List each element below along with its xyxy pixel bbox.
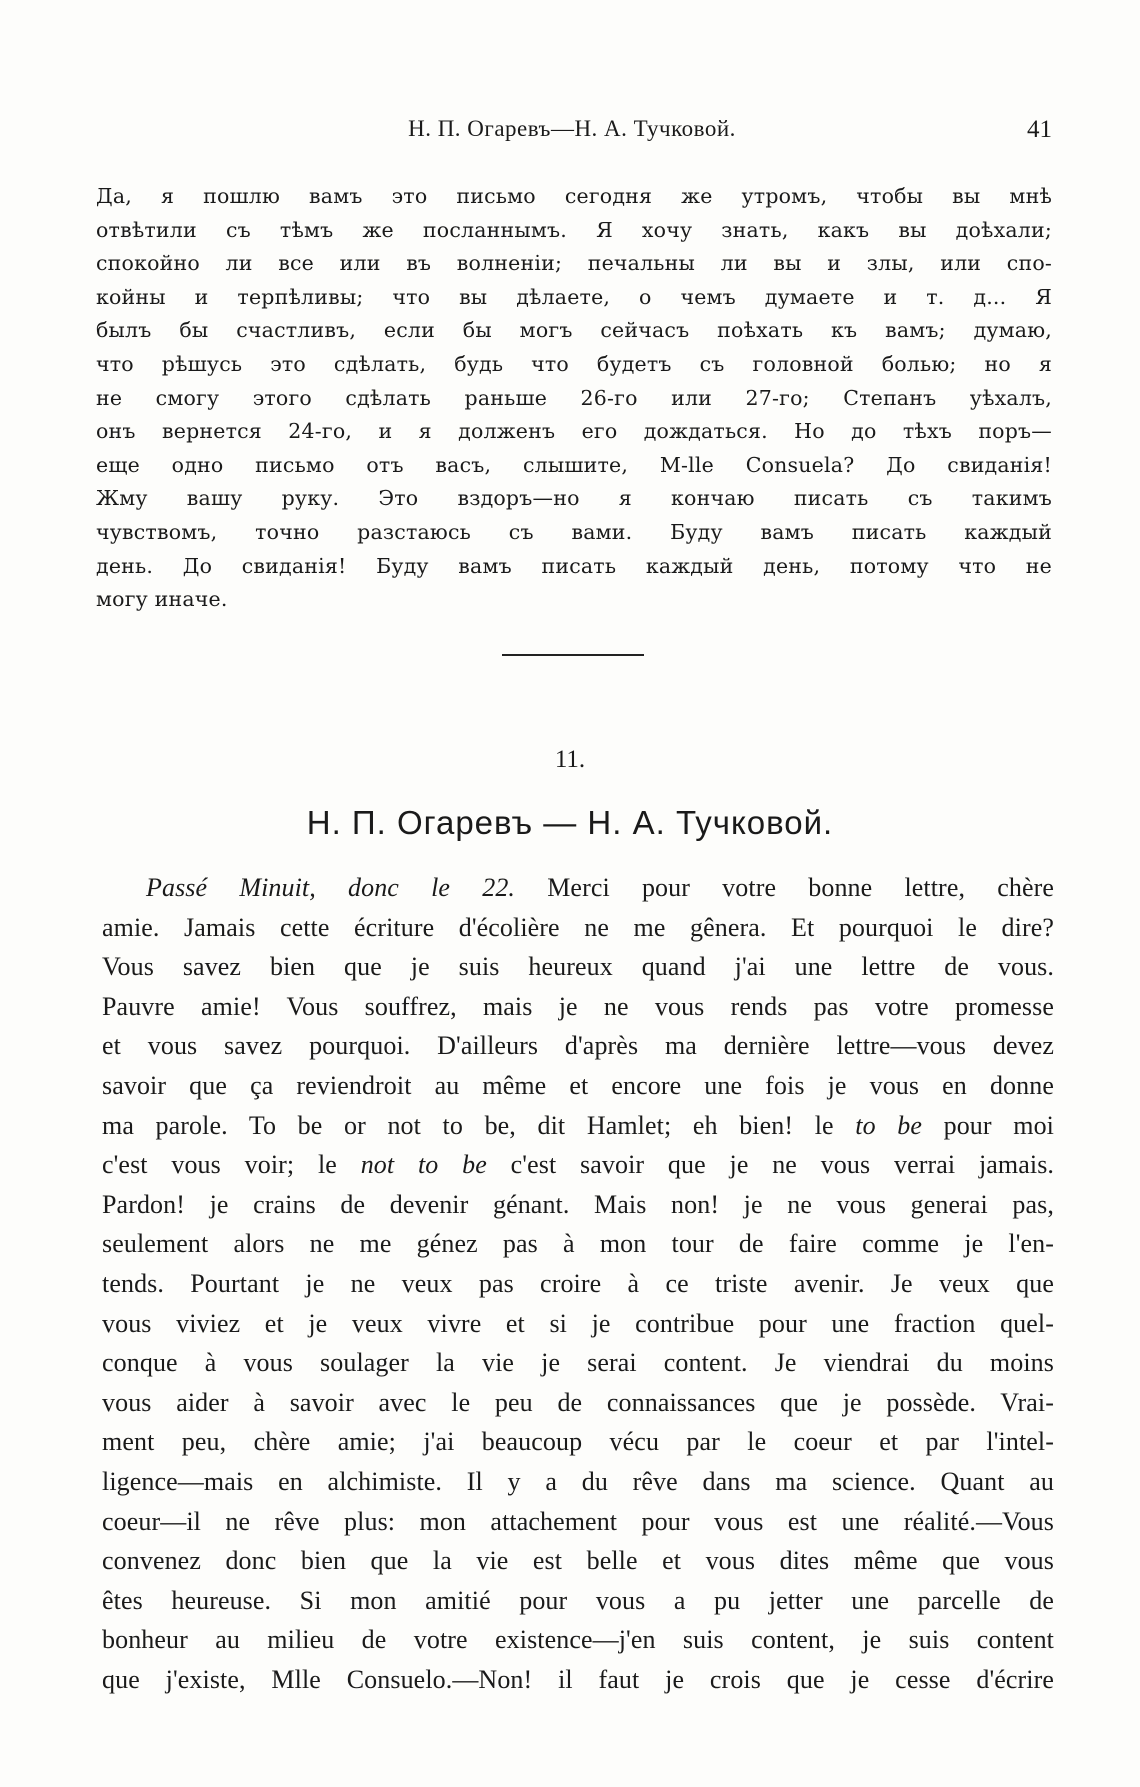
text-line: ment peu, chère amie; j'ai beaucoup vécu par le coeur et par l'intel- (102, 1427, 1054, 1457)
text-line: Жму вашу руку. Это вздоръ—но я кончаю писать съ такимъ (96, 486, 1052, 511)
text-line (102, 1106, 1054, 1146)
text-span: c'est vous voir; le (102, 1150, 361, 1180)
text-line: отвѣтили съ тѣмъ же посланнымъ. Я хочу знать, какъ вы доѣхали; (96, 217, 1052, 242)
emphasis: not to be (360, 1150, 487, 1180)
text-line: онъ вернется 24-го, и я долженъ его дождаться. Но до тѣхъ поръ— (96, 419, 1052, 444)
section-divider (502, 654, 644, 656)
text-line: vous viviez et je veux vivre et si je contribue pour une fraction quel- (102, 1308, 1054, 1338)
text-line: Pauvre amie! Vous souffrez, mais je ne vous rends pas votre promesse (102, 991, 1054, 1021)
page-number: 41 (1027, 116, 1052, 143)
text-line: день. До свиданія! Буду вамъ писать каждый день, потому что не (96, 553, 1052, 578)
text-line: койны и терпѣливы; что вы дѣлаете, о чемъ думаете и т. д... Я (96, 284, 1052, 309)
text-line: не смогу этого сдѣлать раньше 26-го или 27-го; Степанъ уѣхалъ, (96, 385, 1052, 410)
text-line: et vous savez pourquoi. D'ailleurs d'après ma dernière lettre—vous devez (102, 1031, 1054, 1061)
text-line: былъ бы счастливъ, если бы могъ сейчасъ поѣхать къ вамъ; думаю, (96, 318, 1052, 343)
text-line: bonheur au milieu de votre existence—j'en suis content, je suis content (102, 1625, 1054, 1655)
text-span: Merci pour votre bonne lettre, chère (515, 873, 1054, 902)
text-line: ligence—mais en alchimiste. Il y a du rêve dans ma science. Quant au (102, 1466, 1054, 1496)
text-line: что рѣшусь это сдѣлать, будь что будетъ съ головной болью; но я (96, 351, 1052, 376)
text-line: чувствомъ, точно разстаюсь съ вами. Буду вамъ писать каждый (96, 519, 1052, 544)
french-letter-body (102, 868, 1054, 1699)
text-line: Да, я пошлю вамъ это письмо сегодня же утромъ, чтобы вы мнѣ (96, 184, 1052, 208)
text-line: спокойно ли все или въ волненіи; печальны ли вы и злы, или спо- (96, 251, 1052, 276)
text-line: êtes heureuse. Si mon amitié pour vous a pu jetter une parcelle de (102, 1585, 1054, 1615)
text-line: seulement alors ne me génez pas à mon tour de faire comme je l'en- (102, 1229, 1054, 1259)
text-line: savoir que ça reviendroit au même et encore une fois je vous en donne (102, 1070, 1054, 1100)
text-span: c'est savoir que je ne vous verrai jamais. (486, 1150, 1055, 1180)
text-line: que j'existe, Mlle Consuelo.—Non! il faut je crois que je cesse d'écrire (102, 1664, 1054, 1694)
text-line: Pardon! je crains de devenir génant. Mais non! je ne vous generai pas, (102, 1189, 1054, 1219)
running-head (92, 116, 1052, 150)
text-line (102, 868, 1054, 908)
letter-number: 11. (554, 746, 586, 773)
russian-letter-ending (96, 180, 1052, 617)
letter-heading: Н. П. Огаревъ — Н. А. Тучковой. (306, 804, 834, 841)
text-line: conque à vous soulager la vie je serai content. Je viendrai du moins (102, 1348, 1054, 1378)
text-line: еще одно письмо отъ васъ, слышите, M-lle Consuela? До свиданія! (96, 452, 1052, 477)
text-line: могу иначе. (96, 587, 228, 612)
dateline: Passé Minuit, donc le 22. (146, 873, 516, 902)
text-line: convenez donc bien que la vie est belle et vous dites même que vous (102, 1546, 1054, 1576)
text-span: ma parole. To be or not to be, dit Hamlet; eh bien! le (102, 1110, 856, 1140)
text-line: amie. Jamais cette écriture d'écolière ne me gênera. Et pourquoi le dire? (102, 912, 1054, 942)
text-line (102, 1145, 1054, 1185)
text-line: vous aider à savoir avec le peu de connaissances que je possède. Vrai- (102, 1387, 1054, 1417)
text-line: coeur—il ne rêve plus: mon attachement pour vous est une réalité.—Vous (102, 1506, 1054, 1536)
running-title: Н. П. Огаревъ—Н. А. Тучковой. (408, 116, 736, 141)
text-line: Vous savez bien que je suis heureux quand j'ai une lettre de vous. (102, 952, 1054, 982)
text-line: tends. Pourtant je ne veux pas croire à ce triste avenir. Je veux que (102, 1268, 1054, 1298)
text-span: pour moi (922, 1110, 1054, 1140)
emphasis: to be (855, 1110, 923, 1140)
